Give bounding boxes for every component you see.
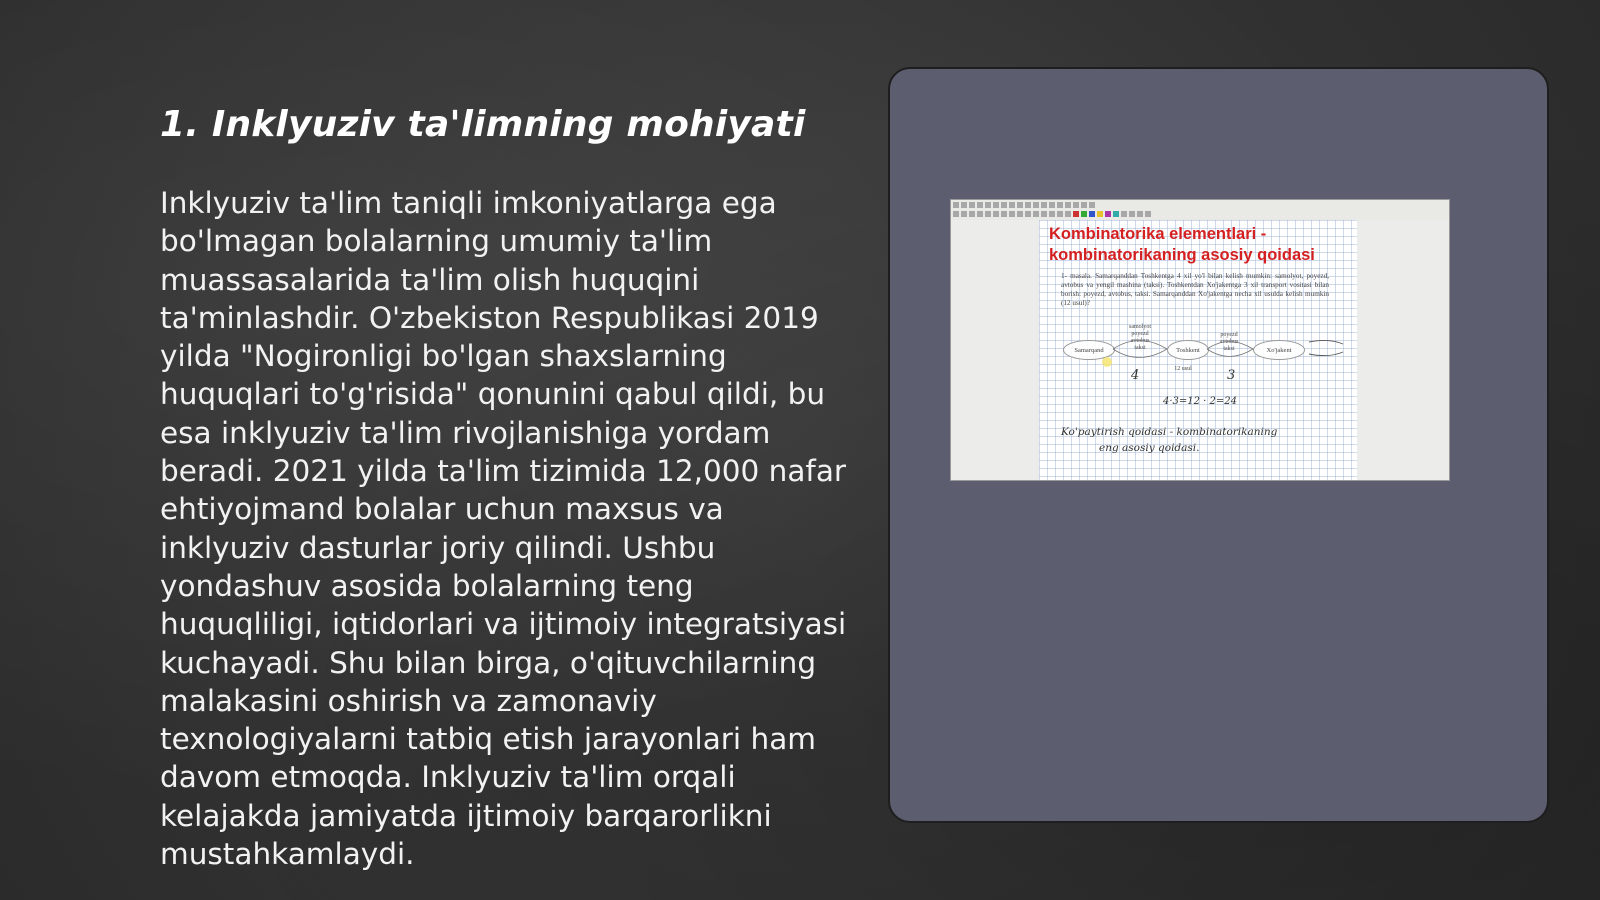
toolbar-icon [993,211,999,217]
toolbar-icon [1041,202,1047,208]
embedded-screenshot [950,199,1450,481]
toolbar-icon [1065,202,1071,208]
hand-number-3: 3 [1227,368,1236,383]
slide-body-text: Inklyuziv ta'lim taniqli imkoniyatlarga ega bo'lmagan bolalarning umumiy ta'lim muassasalarida ta'lim olish huquqini ta'minlashdir. O'zbekiston Respublikasi 2019 yilda "Nogironligi bo'lgan shaxslarning huquqlari to'g'risida" qonunini qabul qildi, bu esa inklyuziv ta'lim rivojlanishiga yordam beradi. 2021 yilda ta'lim tizimida 12,000 nafar ehtiyojmand bolalar uchun maxsus va inklyuziv dasturlar joriy qilindi. Ushbu yondashuv asosida bolalarning teng huquqliligi, iqtidorlari va ijtimoiy integratsiyasi kuchayadi. Shu bilan birga, o'qituvchilarning malakasini oshirish va zamonaviy texnologiyalarni tatbiq etish jarayonlari ham davom etmoqda. Inklyuziv ta'lim orqali kelajakda jamiyatda ijtimoiy barqarorlikni mustahkamlaydi. [160,186,847,872]
slide-title: 1. Inklyuziv ta'limning mohiyati [160,104,806,145]
node-toshkent: Toshkent [1167,340,1209,360]
toolbar-icon [1081,202,1087,208]
screenshot-toolbar [951,200,1449,221]
node-samarqand: Samarqand [1063,340,1115,360]
toolbar-icon [1001,202,1007,208]
screenshot-left-margin [951,220,1039,480]
toolbar-icon [961,211,967,217]
toolbar-icon [1049,211,1055,217]
hand-rule-black: - kombinatorikaning [1169,426,1278,438]
toolbar-row-bottom [953,211,1151,218]
toolbar-icon [985,202,991,208]
arrow-path [1309,352,1343,356]
toolbar-icon [977,211,983,217]
toolbar-icon [1033,202,1039,208]
toolbar-row-top [953,202,1095,209]
toolbar-icon [1065,211,1071,217]
arrow-path [1207,342,1253,350]
hand-rule-red: Ko'paytirish qoidasi [1061,426,1167,438]
color-swatch-icon [1113,211,1119,217]
screenshot-right-margin [1357,220,1449,480]
toolbar-icon [1057,202,1063,208]
toolbar-icon [969,211,975,217]
color-swatch-icon [1073,211,1079,217]
hand-rule-line2: eng asosiy qoidasi. [1099,442,1200,454]
screenshot-problem-text: 1- masala. Samarqanddan Toshkentga 4 xil yo'l bilan kelish mumkin: samolyot, poyezd, avtobus va yengil mashina (taksi). Toshkentdan Xo'jakentga 3 xil transport vositasi bilan borish: poyezd, avtobus, taksi. Samarqanddan Xo'jakentga necha xil usulda kelish mumkin (12 usul)? [1061,272,1329,307]
toolbar-icon [1041,211,1047,217]
toolbar-icon [1145,211,1151,217]
toolbar-icon [1025,202,1031,208]
toolbar-icon [1001,211,1007,217]
screenshot-heading-line2: kombinatorikaning asosiy qoidasi [1049,246,1315,264]
screenshot-heading-line1: Kombinatorika elementlari - [1049,225,1267,243]
toolbar-icon [1033,211,1039,217]
toolbar-icon [969,202,975,208]
node-xojakent: Xo'jakent [1253,340,1305,360]
hand-number-4: 4 [1131,368,1140,383]
toolbar-icon [1049,202,1055,208]
toolbar-icon [1009,211,1015,217]
color-swatch-icon [1089,211,1095,217]
hand-formula: 4·3=12 · 2=24 [1163,396,1238,407]
toolbar-icon [1089,202,1095,208]
highlight-dot-icon [1102,357,1112,367]
hand-rule-line1 [1061,426,1277,438]
toolbar-icon [1121,211,1127,217]
toolbar-icon [953,211,959,217]
ways-label: 12 usul [1174,366,1192,372]
toolbar-icon [993,202,999,208]
toolbar-icon [1137,211,1143,217]
arrow-path [1207,349,1253,357]
arrow-path [1309,340,1343,344]
color-swatch-icon [1097,211,1103,217]
toolbar-icon [1073,202,1079,208]
routes-second-leg: poyezd avtobus taksi [1219,332,1239,352]
toolbar-icon [1009,202,1015,208]
toolbar-icon [1025,211,1031,217]
color-swatch-icon [1105,211,1111,217]
toolbar-icon [985,211,991,217]
toolbar-icon [953,202,959,208]
routes-first-leg: samolyot poyezd avtobus taksi [1129,324,1151,351]
toolbar-icon [961,202,967,208]
toolbar-icon [1129,211,1135,217]
toolbar-icon [1017,202,1023,208]
toolbar-icon [977,202,983,208]
arrow-path [1113,349,1167,358]
screenshot-grid-page [1039,220,1357,480]
toolbar-icon [1017,211,1023,217]
toolbar-icon [1057,211,1063,217]
color-swatch-icon [1081,211,1087,217]
arrow-path [1113,341,1167,350]
